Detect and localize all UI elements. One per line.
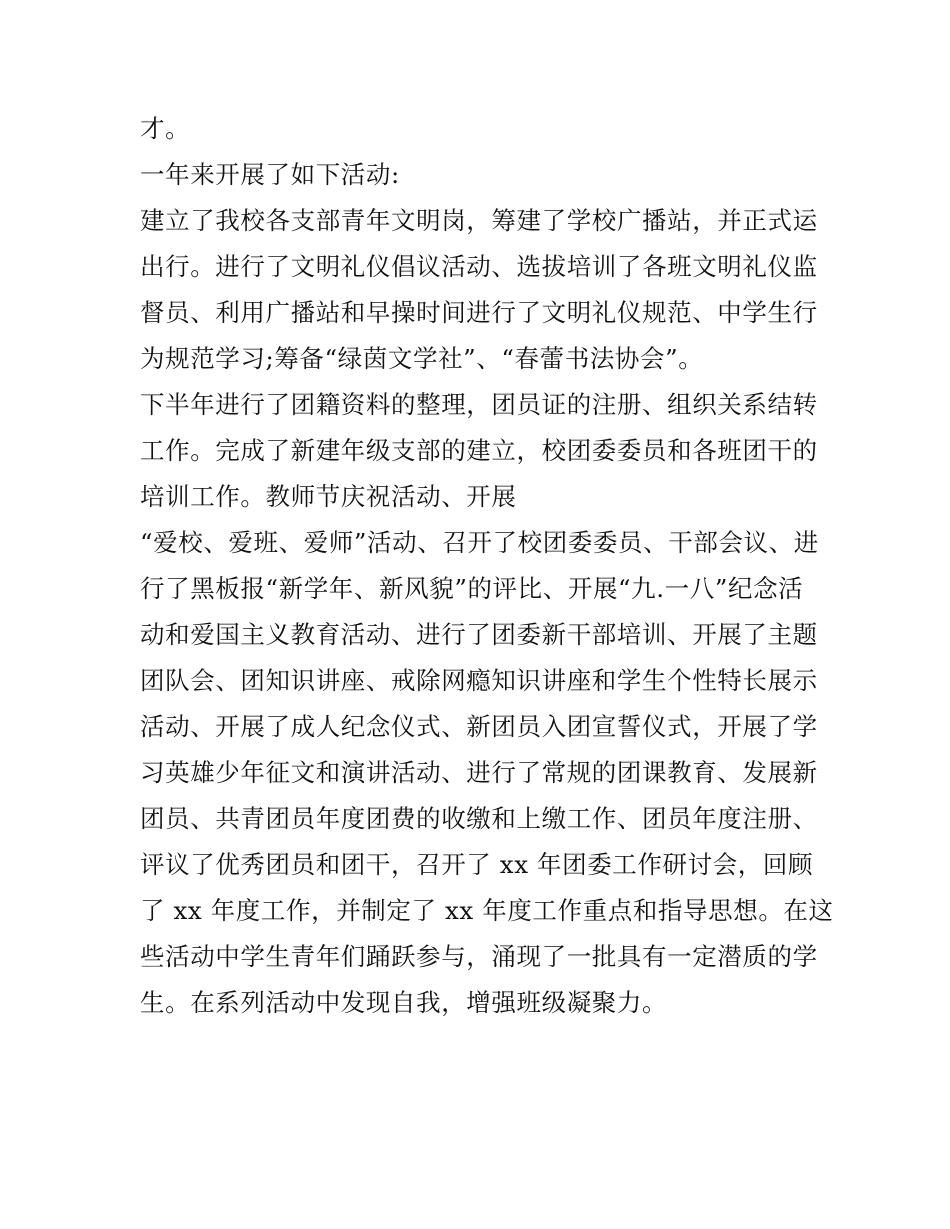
text-line: 工作。完成了新建年级支部的建立，校团委委员和各班团干的 bbox=[140, 436, 818, 465]
text-line: 团员、共青团员年度团费的收缴和上缴工作、团员年度注册、 bbox=[140, 804, 818, 833]
body-text bbox=[140, 106, 834, 1026]
text-line: 些活动中学生青年们踊跃参与，涌现了一批具有一定潜质的学 bbox=[140, 942, 818, 971]
text-line: “爱校、爱班、爱师”活动、召开了校团委委员、干部会议、进 bbox=[140, 528, 819, 557]
text-line: 一年来开展了如下活动: bbox=[140, 160, 400, 189]
text-line: 生。在系列活动中发现自我，增强班级凝聚力。 bbox=[140, 988, 668, 1017]
text-line: 培训工作。教师节庆祝活动、开展 bbox=[140, 482, 517, 511]
text-line: 才。 bbox=[140, 114, 191, 143]
text-line: 督员、利用广播站和早操时间进行了文明礼仪规范、中学生行 bbox=[140, 298, 818, 327]
text-line: 了 xx 年度工作，并制定了 xx 年度工作重点和指导思想。在这 bbox=[140, 896, 834, 925]
text-line: 建立了我校各支部青年文明岗，筹建了学校广播站，并正式运 bbox=[140, 206, 818, 235]
text-line: 行了黑板报“新学年、新风貌”的评比、开展“九.一八”纪念活 bbox=[140, 574, 804, 603]
text-line: 为规范学习;筹备“绿茵文学社”、“春蕾书法协会”。 bbox=[140, 344, 704, 373]
text-line: 动和爱国主义教育活动、进行了团委新干部培训、开展了主题 bbox=[140, 620, 818, 649]
text-line: 活动、开展了成人纪念仪式、新团员入团宣誓仪式，开展了学 bbox=[140, 712, 818, 741]
text-line: 团队会、团知识讲座、戒除网瘾知识讲座和学生个性特长展示 bbox=[140, 666, 818, 695]
text-line: 出行。进行了文明礼仪倡议活动、选拔培训了各班文明礼仪监 bbox=[140, 252, 818, 281]
text-line: 评议了优秀团员和团干，召开了 xx 年团委工作研讨会，回顾 bbox=[140, 850, 814, 879]
text-line: 习英雄少年征文和演讲活动、进行了常规的团课教育、发展新 bbox=[140, 758, 818, 787]
text-line: 下半年进行了团籍资料的整理，团员证的注册、组织关系结转 bbox=[140, 390, 818, 419]
